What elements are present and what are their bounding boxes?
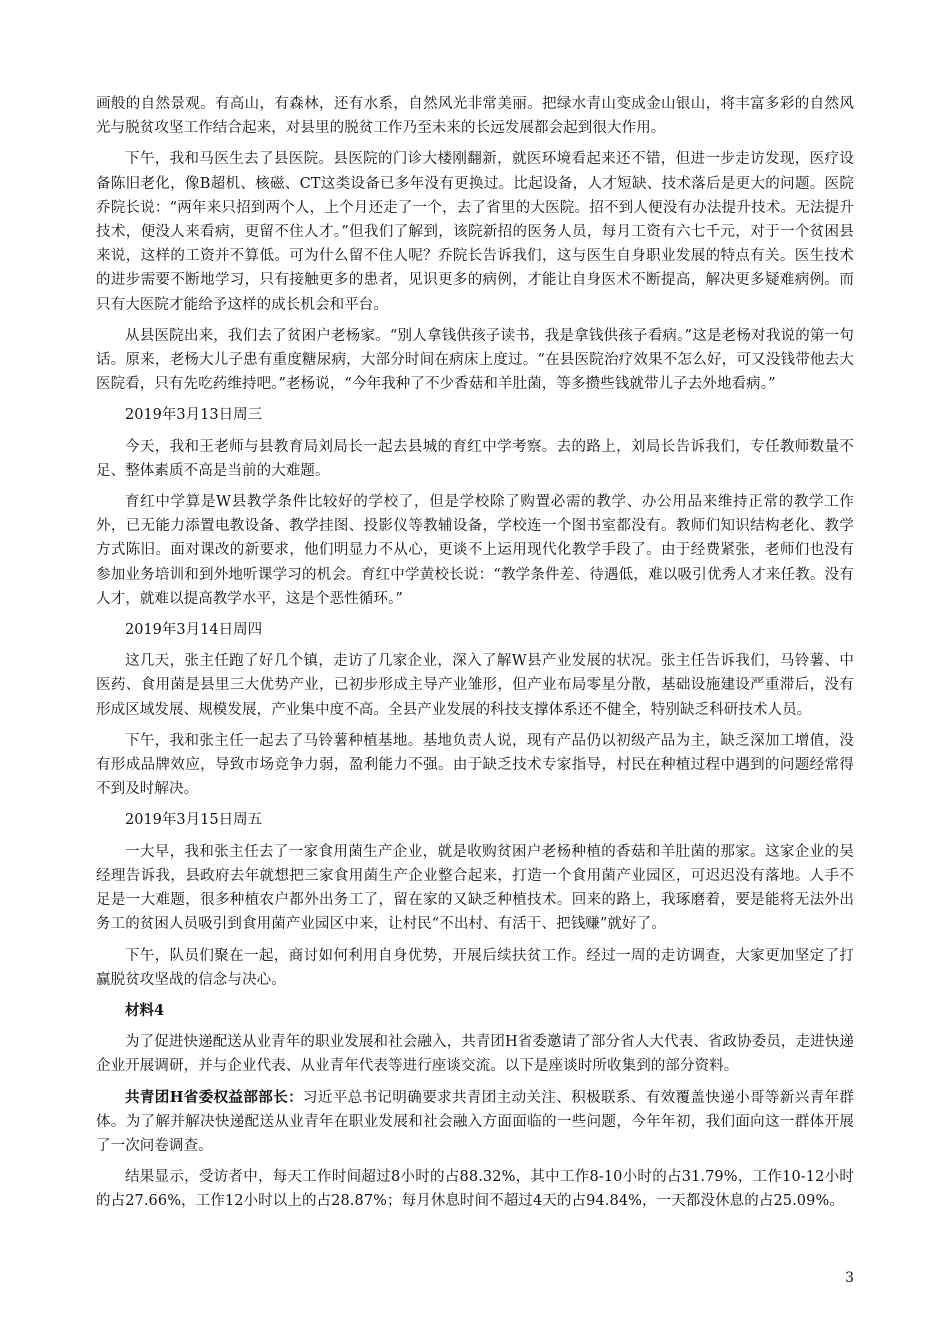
paragraph: 育红中学算是W县教学条件比较好的学校了，但是学校除了购置必需的教学、办公用品来维持正常的教学工作外，已无能力添置电教设备、教学挂图、投影仪等教辅设备，学校连一个图书室都没有。教师们知识结构老化、教学方式陈旧。面对课改的新要求，他们明显力不从心，更谈不上运用现代化教学手段了。由于经费紧张，老师们也没有参加业务培训和到外地听课学习的机会。育红中学黄校长说：“教学条件差、待遇低，难以吸引优秀人才来任教。没有人才，就难以提高教学水平，这是个恶性循环。” — [96, 494, 854, 607]
diary-date: 2019年3月13日周三 — [125, 407, 263, 424]
material-heading: 材料4 — [125, 1001, 165, 1019]
paragraph: 下午，队员们聚在一起，商讨如何利用自身优势，开展后续扶贫工作。经过一周的走访调查，大家更加坚定了打赢脱贫攻坚战的信念与决心。 — [96, 947, 854, 988]
paragraph: 下午，我和马医生去了县医院。县医院的门诊大楼刚翻新，就医环境看起来还不错，但进一步走访发现，医疗设备陈旧老化，像B超机、核磁、CT这类设备已多年没有更换过。比起设备，人才短缺、技术落后是更大的问题。医院乔院长说：“两年来只招到两个人，上个月还走了一个，去了省里的大医院。招不到人便没有办法提升技术。无法提升技术，便没人来看病，更留不住人才。”但我们了解到，该院新招的医务人员，每月工资有六七千元，对于一个贫困县来说，这样的工资并不算低。可为什么留不住人呢？乔院长告诉我们，这与医生自身职业发展的特点有关。医生技术的进步需要不断地学习，只有接触更多的患者，见识更多的病例，才能让自身医术不断提高，解决更多疑难病例。而只有大医院才能给予这样的成长机会和平台。 — [96, 151, 854, 313]
paragraph: 画般的自然景观。有高山，有森林，还有水系，自然风光非常美丽。把绿水青山变成金山银山，将丰富多彩的自然风光与脱贫攻坚工作结合起来，对县里的脱贫工作乃至未来的长远发展都会起到很大作用。 — [96, 96, 854, 137]
page-number: 3 — [845, 1270, 854, 1286]
document-body — [96, 92, 854, 1221]
diary-date: 2019年3月14日周四 — [125, 622, 263, 639]
paragraph: 这几天，张主任跑了好几个镇，走访了几家企业，深入了解W县产业发展的状况。张主任告诉我们，马铃薯、中医药、食用菌是县里三大优势产业，已初步形成主导产业雏形，但产业布局零星分散，基础设施建设严重滞后，没有形成区域发展、规模发展，产业集中度不高。全县产业发展的科技支撑体系还不健全，特别缺乏科研技术人员。 — [96, 653, 854, 718]
diary-date: 2019年3月15日周五 — [125, 812, 263, 829]
paragraph: 结果显示，受访者中，每天工作时间超过8小时的占88.32%，其中工作8-10小时的占31.79%，工作10-12小时的占27.66%，工作12小时以上的占28.87%；每月休息时间不超过4天的占94.84%，一天都没休息的占25.09%。 — [96, 1169, 854, 1210]
paragraph: 一大早，我和张主任去了一家食用菌生产企业，就是收购贫困户老杨种植的香菇和羊肚菌的那家。这家企业的吴经理告诉我，县政府去年就想把三家食用菌生产企业整合起来，打造一个食用菌产业园区，可迟迟没有落地。人手不足是一大难题，很多种植农户都外出务工了，留在家的又缺乏种植技术。回来的路上，我琢磨着，要是能将无法外出务工的贫困人员吸引到食用菌产业园区中来，让村民“不出村、有活干、把钱赚”就好了。 — [96, 843, 854, 933]
speaker-paragraph — [96, 1086, 854, 1159]
speaker-label: 共青团H省委权益部部长： — [125, 1088, 303, 1106]
paragraph: 今天，我和王老师与县教育局刘局长一起去县城的育红中学考察。去的路上，刘局长告诉我们，专任教师数量不足、整体素质不高是当前的大难题。 — [96, 438, 854, 479]
paragraph: 从县医院出来，我们去了贫困户老杨家。“别人拿钱供孩子读书，我是拿钱供孩子看病。”这是老杨对我说的第一句话。原来，老杨大儿子患有重度糖尿病，大部分时间在病床上度过。“在县医院治疗效果不怎么好，可又没钱带他去大医院看，只有先吃药维持吧。”老杨说，“今年我种了不少香菇和羊肚菌，等多攒些钱就带儿子去外地看病。” — [96, 327, 854, 393]
speaker-text: 习近平总书记明确要求共青团主动关注、积极联系、有效覆盖快递小哥等新兴青年群体。为了解并解决快递配送从业青年在职业发展和社会融入方面面临的一些问题，今年年初，我们面向这一群体开展了一次问卷调查。 — [96, 1089, 854, 1154]
paragraph: 下午，我和张主任一起去了马铃薯种植基地。基地负责人说，现有产品仍以初级产品为主，缺乏深加工增值，没有形成品牌效应，导致市场竞争力弱，盈利能力不强。由于缺乏技术专家指导，村民在种植过程中遇到的问题经常得不到及时解决。 — [96, 732, 854, 798]
paragraph: 为了促进快递配送从业青年的职业发展和社会融入，共青团H省委邀请了部分省人大代表、省政协委员，走进快递企业开展调研，并与企业代表、从业青年代表等进行座谈交流。以下是座谈时所收集到的部分资料。 — [96, 1034, 854, 1075]
